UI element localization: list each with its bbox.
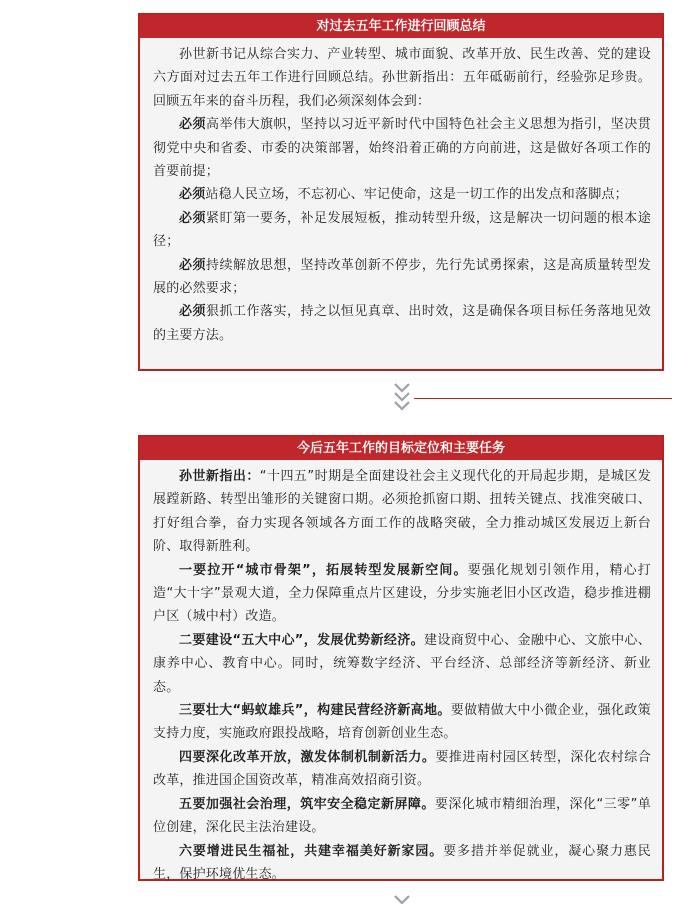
item-text: 站稳人民立场，不忘初心、牢记使命，这是一切工作的出发点和落脚点； [205,187,628,203]
review-section-card [138,13,664,371]
intro-lead: 孙世新指出： [179,469,260,484]
task-item [153,699,651,746]
tasks-section-card [138,435,664,881]
chevron-down-icon [392,892,412,904]
tasks-intro [153,465,651,559]
task-text: 要做精做大中小微企业，强化政策支持力度，实施政府跟投战略，培育创新创业生态。 [153,703,651,742]
tasks-section-title: 今后五年工作的目标定位和主要任务 [140,437,662,460]
item-text: 狠抓工作落实，持之以恒见真章、出时效，这是确保各项目标任务落地见效的主要方法。 [153,304,651,343]
task-item [153,559,651,629]
item-text: 持续解放思想，坚持改革创新不停步，先行先试勇探索，这是高质量转型发展的必然要求； [153,257,651,297]
intro-text: “十四五”时期是全面建设社会主义现代化的开局起步期，是城区发展蹚新路、转型出雏形的关键窗口期。必须抢抓窗口期、扭转关键点、找准突破口、打好组合拳，奋力实现各领域各方面工作的战略突破，全力推动城区发展迈上新台阶、取得新胜利。 [153,469,651,555]
task-text: 建设商贸中心、金融中心、文旅中心、康养中心、教育中心。同时，统筹数字经济、平台经济、总部经济等新经济、新业态。 [153,632,651,695]
task-lead: 四要深化改革开放，激发体制机制新活力。 [179,749,436,765]
task-lead: 一要拉开“城市骨架”，拓展转型发展新空间。 [179,562,468,578]
section-divider [392,380,694,420]
review-intro: 孙世新书记从综合实力、产业转型、城市面貌、改革开放、民生改善、党的建设六方面对过去五年工作进行回顾总结。孙世新指出：五年砥砺前行，经验弥足珍贵。回顾五年来的奋斗历程，我们必须深刻体会到： [153,47,651,109]
divider-line [414,398,672,399]
review-section-title: 对过去五年工作进行回顾总结 [140,15,662,38]
task-lead: 三要壮大“蚂蚁雄兵”，构建民营经济新高地。 [179,703,451,719]
review-item [153,207,651,254]
item-lead: 必须 [179,210,206,226]
task-lead: 五要加强社会治理，筑牢安全稳定新屏障。 [179,796,435,812]
task-lead: 二要建设“五大中心”，发展优势新经济。 [179,632,424,648]
item-text: 高举伟大旗帜，坚持以习近平新时代中国特色社会主义思想为指引，坚决贯彻党中央和省委、市委的决策部署，始终沿着正确的方向前进，这是做好各项工作的首要前提； [153,117,651,180]
item-lead: 必须 [179,117,206,133]
task-item [153,793,651,840]
review-item [153,254,651,301]
task-item [153,629,651,699]
review-item [153,113,651,183]
task-item [153,746,651,793]
task-text: 要深化城市精细治理，深化“三零”单位创建，深化民主法治建设。 [153,796,651,836]
task-item [153,840,651,887]
review-item [153,183,651,206]
task-text: 要强化规划引领作用，精心打造“大十字”景观大道，全力保障重点片区建设，分步实施老旧小区改造，稳步推进棚户区（城中村）改造。 [153,562,651,625]
triple-chevron-down-icon [392,380,412,420]
task-text: 要多措并举促就业，凝心聚力惠民生，保护环境优生态。 [153,843,651,882]
item-lead: 必须 [179,187,206,203]
item-text: 紧盯第一要务，补足发展短板，推动转型升级，这是解决一切问题的根本途径； [153,210,651,250]
review-item [153,300,651,347]
task-lead: 六要增进民生福祉，共建幸福美好新家园。 [179,843,444,859]
item-lead: 必须 [179,304,206,320]
item-lead: 必须 [179,257,206,273]
task-text: 要推进南村园区转型，深化农村综合改革，推进国企国资改革，精准高效招商引资。 [153,749,651,789]
